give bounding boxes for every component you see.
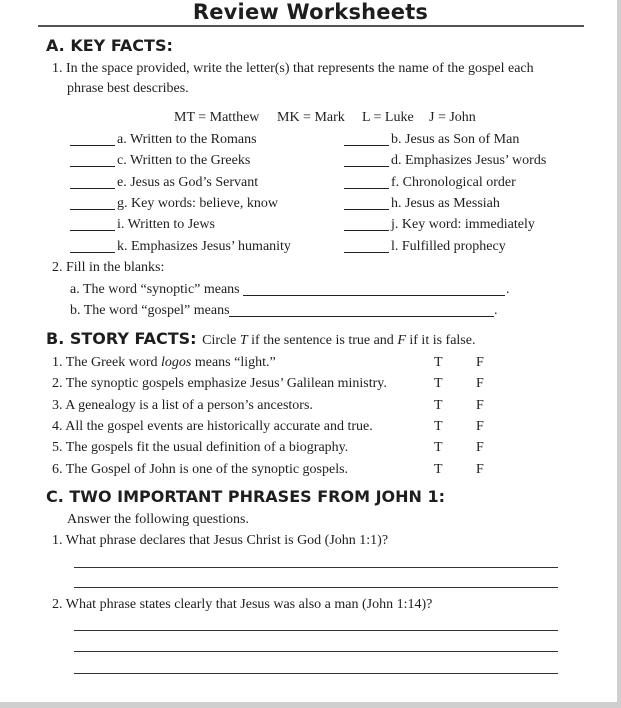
answer-blank[interactable] <box>344 154 389 167</box>
statement-5: 5. The gospels fit the usual definition of a biography. <box>52 440 349 455</box>
matching-item-i: i. Written to Jews <box>117 217 215 232</box>
section-a-heading: A. KEY FACTS: <box>46 36 173 55</box>
false-option[interactable]: F <box>476 398 484 413</box>
answer-line[interactable] <box>74 673 558 674</box>
matching-item-a: a. Written to the Romans <box>117 132 257 147</box>
true-option[interactable]: T <box>434 355 443 370</box>
matching-item-c: c. Written to the Greeks <box>117 153 251 168</box>
answer-blank[interactable] <box>344 197 389 210</box>
section-b-heading <box>46 329 475 349</box>
answer-blank[interactable] <box>70 176 115 189</box>
instr-t: T <box>239 333 248 348</box>
section-b-instruction <box>202 333 475 348</box>
false-option[interactable]: F <box>476 419 484 434</box>
title-underline <box>38 25 584 27</box>
answer-blank[interactable] <box>70 133 115 146</box>
question-1-text: 1. In the space provided, write the letter(s) that represents the name of the gospel each <box>52 61 534 76</box>
answer-blank[interactable] <box>344 176 389 189</box>
section-c-heading: C. TWO IMPORTANT PHRASES FROM JOHN 1: <box>46 487 446 506</box>
fill-blank-b-input[interactable] <box>229 304 494 317</box>
statement-1-pre: 1. The Greek word <box>52 355 158 370</box>
answer-line[interactable] <box>74 630 558 631</box>
answer-blank[interactable] <box>70 197 115 210</box>
instr-f: F <box>397 333 406 348</box>
key-mark: MK = Mark <box>277 110 345 125</box>
matching-item-h: h. Jesus as Messiah <box>391 196 500 211</box>
key-john: J = John <box>429 110 476 125</box>
matching-item-l: l. Fulfilled prophecy <box>391 239 506 254</box>
true-option[interactable]: T <box>434 440 443 455</box>
answer-blank[interactable] <box>344 218 389 231</box>
true-option[interactable]: T <box>434 376 443 391</box>
statement-2: 2. The synoptic gospels emphasize Jesus’ Galilean ministry. <box>52 376 387 391</box>
answer-blank[interactable] <box>344 240 389 253</box>
matching-item-b: b. Jesus as Son of Man <box>391 132 520 147</box>
statement-1-post: means “light.” <box>194 355 276 370</box>
fill-blank-a-label: a. The word “synoptic” means <box>70 282 240 297</box>
statement-3: 3. A genealogy is a list of a person’s ancestors. <box>52 398 313 413</box>
key-luke: L = Luke <box>362 110 414 125</box>
page-title: Review Worksheets <box>192 0 429 24</box>
false-option[interactable]: F <box>476 440 484 455</box>
section-c-question-2: 2. What phrase states clearly that Jesus was also a man (John 1:14)? <box>52 597 433 612</box>
answer-line[interactable] <box>74 587 558 588</box>
matching-item-e: e. Jesus as God’s Servant <box>117 175 259 190</box>
statement-4: 4. All the gospel events are historically accurate and true. <box>52 419 373 434</box>
true-option[interactable]: T <box>434 462 443 477</box>
section-c-instruction: Answer the following questions. <box>67 512 249 527</box>
false-option[interactable]: F <box>476 355 484 370</box>
page-edge-right <box>617 0 621 708</box>
answer-blank[interactable] <box>344 133 389 146</box>
answer-blank[interactable] <box>70 240 115 253</box>
statement-6: 6. The Gospel of John is one of the synoptic gospels. <box>52 462 349 477</box>
answer-line[interactable] <box>74 651 558 652</box>
false-option[interactable]: F <box>476 376 484 391</box>
false-option[interactable]: F <box>476 462 484 477</box>
answer-blank[interactable] <box>70 218 115 231</box>
matching-item-f: f. Chronological order <box>391 175 516 190</box>
question-2-text: 2. Fill in the blanks: <box>52 260 165 275</box>
matching-item-k: k. Emphasizes Jesus’ humanity <box>117 239 291 254</box>
section-b-title: B. STORY FACTS: <box>46 329 197 348</box>
answer-blank[interactable] <box>70 154 115 167</box>
key-matthew: MT = Matthew <box>174 110 260 125</box>
matching-item-j: j. Key word: immediately <box>391 217 535 232</box>
matching-item-g: g. Key words: believe, know <box>117 196 278 211</box>
statement-1 <box>52 354 276 371</box>
true-option[interactable]: T <box>434 419 443 434</box>
statement-1-word: logos <box>161 355 192 370</box>
period: . <box>494 303 498 318</box>
instr-mid: if the sentence is true and <box>251 333 394 348</box>
matching-item-d: d. Emphasizes Jesus’ words <box>391 153 547 168</box>
true-option[interactable]: T <box>434 398 443 413</box>
instr-pre: Circle <box>202 333 237 348</box>
question-1-text-cont: phrase best describes. <box>67 81 189 96</box>
answer-line[interactable] <box>74 567 558 568</box>
section-c-question-1: 1. What phrase declares that Jesus Christ is God (John 1:1)? <box>52 533 389 548</box>
fill-blank-b-label: b. The word “gospel” means <box>70 303 230 318</box>
page-edge-bottom <box>0 702 621 708</box>
fill-blank-a-input[interactable] <box>243 283 505 296</box>
instr-post: if it is false. <box>409 333 476 348</box>
period: . <box>506 282 510 297</box>
